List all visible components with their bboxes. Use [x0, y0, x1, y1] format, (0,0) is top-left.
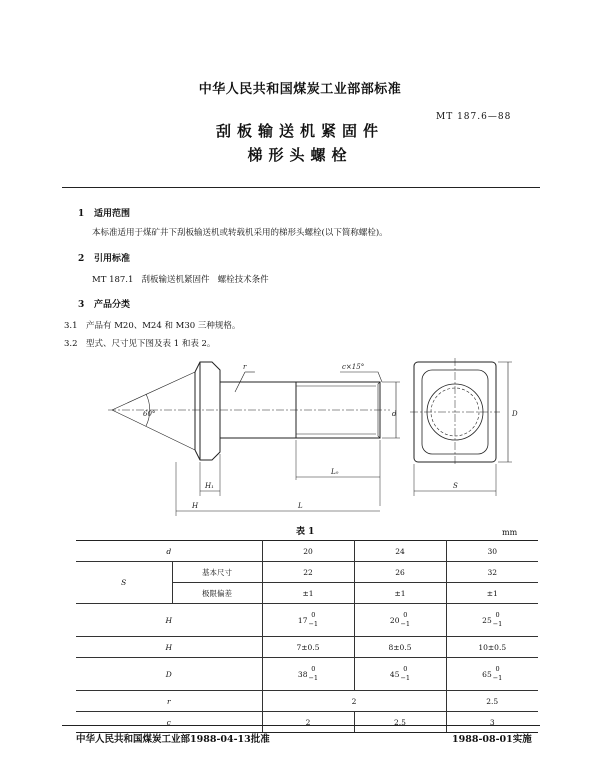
table-row — [76, 712, 538, 733]
cell-value — [262, 658, 354, 691]
tolerance-base: 17 — [297, 615, 308, 625]
section-2-heading — [78, 251, 130, 264]
section-2-text: MT 187.1 刮板输送机紧固件 螺栓技术条件 — [92, 275, 269, 285]
tolerance-lower: −1 — [400, 674, 411, 682]
cell-value: 10±0.5 — [446, 637, 538, 658]
bolt-end-view — [410, 358, 500, 466]
d-outer-label: D — [512, 410, 518, 418]
table-row — [76, 637, 538, 658]
row-label: H — [76, 637, 262, 658]
tolerance-upper: 0 — [495, 611, 500, 619]
angle-label: 60° — [143, 410, 156, 418]
cell-value: 32 — [446, 562, 538, 583]
section-title: 产品分类 — [94, 300, 131, 310]
row-label: r — [76, 691, 262, 712]
tolerance-base: 65 — [482, 669, 492, 679]
cell-value — [446, 604, 538, 637]
section-title: 适用范围 — [94, 209, 131, 219]
clause-number: 3.2 — [64, 339, 78, 349]
cell-value: 2.5 — [446, 691, 538, 712]
cell-value: ±1 — [446, 583, 538, 604]
cell-value: 20 — [262, 541, 354, 562]
table-row — [76, 562, 538, 583]
s-label: S — [453, 482, 458, 490]
l-label: L — [298, 502, 303, 510]
cell-value: 2.5 — [354, 712, 446, 733]
cell-value: 22 — [262, 562, 354, 583]
cell-value: 7±0.5 — [262, 637, 354, 658]
cell-value: 26 — [354, 562, 446, 583]
chamfer-label: c×15° — [342, 363, 365, 371]
section-number: 2 — [78, 254, 85, 264]
header-rule — [62, 187, 540, 188]
cell-value: 8±0.5 — [354, 637, 446, 658]
cell-value: 24 — [354, 541, 446, 562]
table-title: 表 1 — [296, 527, 315, 537]
cell-value: 30 — [446, 541, 538, 562]
standard-number: MT 187.6—88 — [436, 112, 512, 122]
row-label: H — [76, 604, 262, 637]
cell-value: 2 — [262, 691, 446, 712]
tolerance-upper: 0 — [403, 611, 408, 619]
tolerance-upper: 0 — [403, 665, 408, 673]
tolerance-base: 38 — [297, 669, 308, 679]
section-3-heading — [78, 297, 130, 310]
tolerance-lower: −1 — [492, 674, 503, 682]
tolerance-base: 25 — [482, 615, 492, 625]
implementation-date: 1988-08-01实施 — [452, 734, 532, 745]
table-row — [76, 658, 538, 691]
document-title: 刮板输送机紧固件 — [215, 122, 384, 140]
cell-value — [262, 604, 354, 637]
clause-text: 产品有 M20、M24 和 M30 三种规格。 — [86, 321, 241, 331]
tolerance-base: 20 — [389, 615, 400, 625]
clause-text: 型式、尺寸见下图及表 1 和表 2。 — [86, 339, 216, 349]
row-label: c — [76, 712, 262, 733]
r-label: r — [243, 363, 247, 371]
bolt-drawing — [60, 356, 530, 521]
cell-value: ±1 — [262, 583, 354, 604]
cell-value — [446, 658, 538, 691]
tolerance-upper: 0 — [495, 665, 500, 673]
table-row — [76, 691, 538, 712]
dimension-table — [76, 540, 538, 733]
document-subtitle: 梯形头螺栓 — [247, 146, 353, 164]
tolerance-upper: 0 — [311, 665, 316, 673]
row-label: 基本尺寸 — [172, 562, 262, 583]
table-row — [76, 541, 538, 562]
footer-rule — [62, 725, 540, 726]
approval-line: 中华人民共和国煤炭工业部1988-04-13批准 — [76, 734, 270, 745]
tolerance-lower: −1 — [308, 674, 319, 682]
tolerance-lower: −1 — [492, 620, 503, 628]
h1-label: H₁ — [205, 482, 214, 490]
row-label: 极限偏差 — [172, 583, 262, 604]
row-label: D — [76, 658, 262, 691]
h-label: H — [192, 502, 199, 510]
tolerance-lower: −1 — [308, 620, 319, 628]
table-unit: mm — [502, 528, 518, 537]
d-label: d — [392, 410, 397, 418]
cell-value — [354, 604, 446, 637]
section-number: 3 — [78, 300, 85, 310]
clause-3-1 — [64, 319, 240, 331]
row-group-label: S — [76, 562, 172, 604]
tolerance-base: 45 — [389, 669, 400, 679]
cell-value — [354, 658, 446, 691]
ls-label: L₀ — [331, 468, 339, 476]
tolerance-lower: −1 — [400, 620, 411, 628]
section-number: 1 — [78, 209, 85, 219]
row-label: d — [76, 541, 262, 562]
tolerance-upper: 0 — [311, 611, 316, 619]
cell-value: 3 — [446, 712, 538, 733]
clause-3-2 — [64, 337, 215, 349]
cell-value: ±1 — [354, 583, 446, 604]
section-1-text: 本标准适用于煤矿井下刮板输送机或转载机采用的梯形头螺栓(以下简称螺栓)。 — [92, 228, 388, 238]
table-row — [76, 604, 538, 637]
cell-value: 2 — [262, 712, 354, 733]
section-title: 引用标准 — [94, 254, 131, 264]
section-1-heading — [78, 206, 130, 219]
issuing-organization: 中华人民共和国煤炭工业部部标准 — [198, 82, 402, 97]
clause-number: 3.1 — [64, 321, 78, 331]
